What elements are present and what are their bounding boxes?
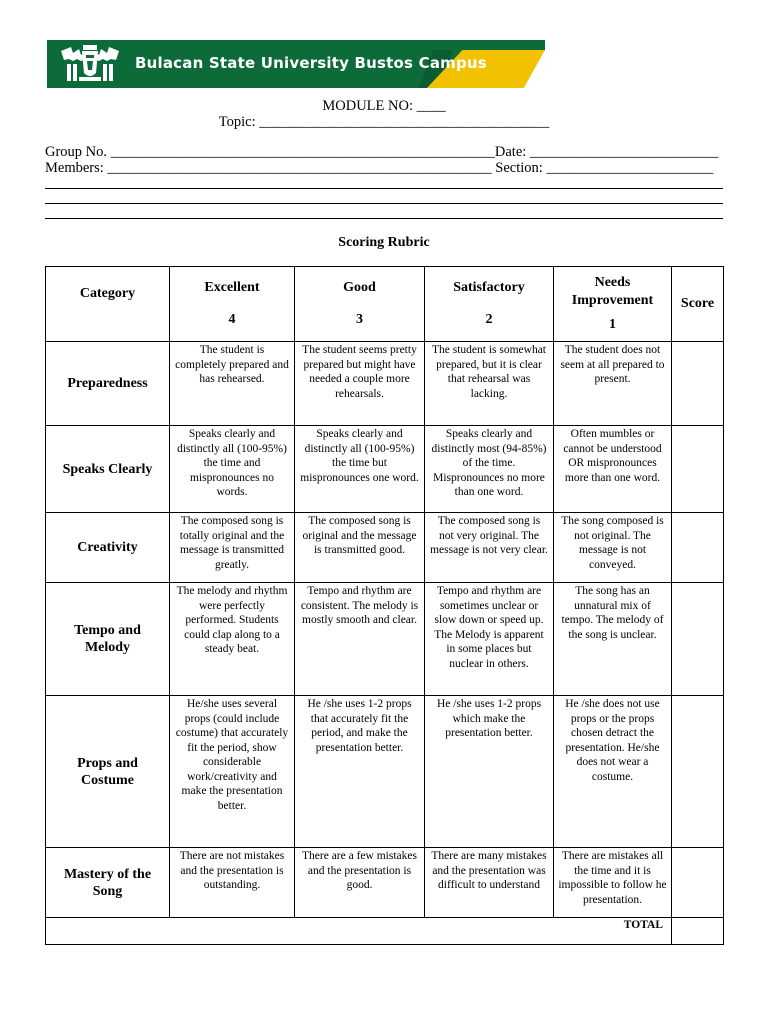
university-seal-icon [59, 43, 121, 85]
score-cell[interactable] [672, 583, 724, 696]
group-date-line: Group No. _____________________________________________________Date: __________________________ [45, 144, 719, 160]
category-cell: Mastery of the Song [46, 848, 170, 918]
good-cell: The student seems pretty prepared but might have needed a couple more rehearsals. [295, 342, 425, 426]
header-score: Score [672, 267, 724, 342]
score-cell[interactable] [672, 513, 724, 583]
topic-line: Topic: ________________________________________ [218, 114, 550, 130]
excellent-cell: The melody and rhythm were perfectly performed. Students could clap along to a steady beat. [170, 583, 295, 696]
good-cell: He /she uses 1-2 props that accurately fit the period, and make the presentation better. [295, 696, 425, 848]
needs-improvement-cell: The song composed is not original. The message is not conveyed. [554, 513, 672, 583]
excellent-cell: Speaks clearly and distinctly all (100-95%) the time and mispronounces no words. [170, 426, 295, 513]
university-banner [47, 40, 545, 88]
needs-improvement-cell: Often mumbles or cannot be understood OR mispronounces more than one word. [554, 426, 672, 513]
header-needs-improvement: Needs Improvement 1 [554, 267, 672, 342]
needs-improvement-cell: The student does not seem at all prepared to present. [554, 342, 672, 426]
blank-line [45, 188, 723, 189]
score-cell[interactable] [672, 696, 724, 848]
good-cell: The composed song is original and the message is transmitted good. [295, 513, 425, 583]
rubric-title: Scoring Rubric [338, 235, 430, 250]
satisfactory-cell: The composed song is not very original. The message is not very clear. [425, 513, 554, 583]
blank-line [45, 203, 723, 204]
score-cell[interactable] [672, 342, 724, 426]
total-row [46, 918, 724, 945]
good-cell: Tempo and rhythm are consistent. The melody is mostly smooth and clear. [295, 583, 425, 696]
header-satisfactory: Satisfactory 2 [425, 267, 554, 342]
satisfactory-cell: The student is somewhat prepared, but it is clear that rehearsal was lacking. [425, 342, 554, 426]
header-category: Category [46, 267, 170, 342]
excellent-cell: The student is completely prepared and has rehearsed. [170, 342, 295, 426]
scoring-rubric-table [45, 266, 724, 945]
total-score-cell[interactable] [672, 918, 724, 945]
table-row [46, 513, 724, 583]
excellent-cell: There are not mistakes and the presentation is outstanding. [170, 848, 295, 918]
category-cell: Props and Costume [46, 696, 170, 848]
category-cell: Creativity [46, 513, 170, 583]
needs-improvement-cell: He /she does not use props or the props chosen detract the presentation. He/she does not wear a costume. [554, 696, 672, 848]
header-excellent: Excellent 4 [170, 267, 295, 342]
table-row [46, 426, 724, 513]
table-row [46, 696, 724, 848]
score-cell[interactable] [672, 848, 724, 918]
score-cell[interactable] [672, 426, 724, 513]
university-name: Bulacan State University Bustos Campus [135, 54, 487, 72]
satisfactory-cell: Tempo and rhythm are sometimes unclear or slow down or speed up. The Melody is apparent in some places but nuclear in others. [425, 583, 554, 696]
table-row [46, 848, 724, 918]
module-number-line: MODULE NO: ____ [322, 98, 446, 114]
satisfactory-cell: Speaks clearly and distinctly most (94-85%) of the time. Mispronounces no more than one word. [425, 426, 554, 513]
total-label: TOTAL [46, 918, 672, 945]
members-section-line: Members: _____________________________________________________ Section: _______________________ [45, 160, 714, 176]
header-row [46, 267, 724, 342]
excellent-cell: The composed song is totally original and the message is transmitted greatly. [170, 513, 295, 583]
category-cell: Speaks Clearly [46, 426, 170, 513]
header-good: Good 3 [295, 267, 425, 342]
needs-improvement-cell: The song has an unnatural mix of tempo. The melody of the song is unclear. [554, 583, 672, 696]
needs-improvement-cell: There are mistakes all the time and it is impossible to follow he presentation. [554, 848, 672, 918]
blank-line [45, 218, 723, 219]
excellent-cell: He/she uses several props (could include costume) that accurately fit the period, show considerable work/creativity and make the presentation better. [170, 696, 295, 848]
satisfactory-cell: There are many mistakes and the presentation was difficult to understand [425, 848, 554, 918]
table-row [46, 342, 724, 426]
table-row [46, 583, 724, 696]
category-cell: Preparedness [46, 342, 170, 426]
good-cell: There are a few mistakes and the presentation is good. [295, 848, 425, 918]
good-cell: Speaks clearly and distinctly all (100-95%) the time but mispronounces one word. [295, 426, 425, 513]
satisfactory-cell: He /she uses 1-2 props which make the presentation better. [425, 696, 554, 848]
category-cell: Tempo and Melody [46, 583, 170, 696]
